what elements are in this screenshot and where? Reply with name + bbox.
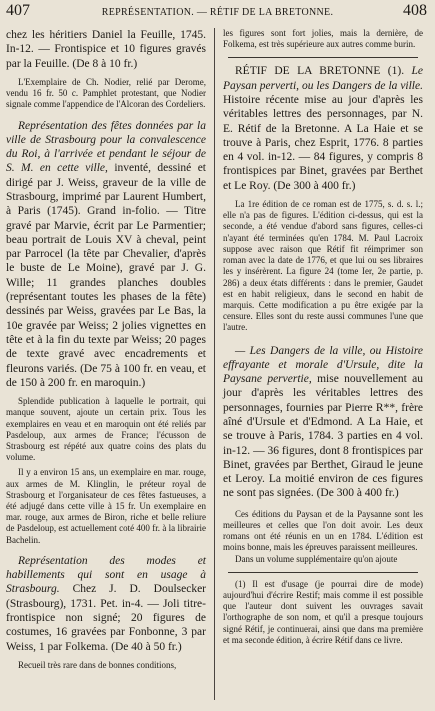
paysanne-body: mise nouvellement au jour d'après les véritables lettres des personnages, fournies par Pierre R**, frère aîné d'Ursule et d'Edmond. A La Haie, et se trouve à Paris, 1784. 3 parties en 4 vol. in-12. — 36 figures, dont 8 frontispices par Binet, gravées par Berthet, Giraud le jeune et Leroy. La moitié environ de ces figures ne sont pas signées. (De 300 à 400 fr.) <box>223 373 424 500</box>
page-header <box>0 0 435 22</box>
fetes-note-2: Il y a environ 15 ans, un exemplaire en mar. rouge, aux armes de M. Klinglin, le préteur royal de Strasbourg et l'organisateur de ces fêtes fastueuses, a été adjugé dans cette ville à 15 fr. Un exemplaire en mar. rouge, aux armes de Biron, riche et belle reliure de Pasdeloup, est actuellement coté 400 fr. à la librairie Bachelin. <box>6 467 206 545</box>
fetes-title: Représentation des fêtes données par la ville de Strasbourg pour la convalescence du Roi, à l'arrivée et pendant le séjour de S. M. en cette ville, <box>6 119 206 175</box>
paysanne-note-2: Dans un volume supplémentaire qu'on ajoute <box>235 553 398 564</box>
fetes-note-1: Splendide publication à laquelle le portrait, qui manque souvent, ajoute un certain prix. Tous les exemplaires en veau et en maroquin ont été reliés par Pasdeloup, aux armes de France; l'écusson de Strasbourg est répété aux quatre coins des plats du volume. <box>6 396 206 463</box>
folkema-note: les figures sont fort jolies, mais la dernière, de Folkema, est très supérieure aux autres comme burin. <box>223 28 423 50</box>
paysan-note: La 1re édition de ce roman est de 1775, s. d. s. l.; elle n'a pas de figures. L'édition ci-dessus, qui est la seconde, a été vendue d'abord sans figures, celles-ci n'ayant été terminées qu'en 1784. M. Paul Lacroix suppose avec raison que Rétif fit réimprimer son roman avec la date de 1776, et que lui ou ses libraires les y insérèrent. La figure 24 (tome Ier, 2e partie, p. 286) a deux états différents : dans le premier, Gaudet est en habit religieux, dans le second en habit de marquis. Cette modification a pu être exigée par la censure. Elles sont du reste aussi communes l'une que l'autre. <box>223 199 423 333</box>
paysan-title: Le Paysan perverti, ou les Dangers de la ville. <box>223 65 423 92</box>
page-number-right: 408 <box>403 2 427 19</box>
running-head: REPRÉSENTATION. — RÉTIF DE LA BRETONNE. <box>101 7 334 18</box>
strasbourg-fetes-entry <box>6 119 206 391</box>
footnote-rule <box>228 572 418 573</box>
footnote: (1) Il est d'usage (je pourrai dire de mode) aujourd'hui d'écrire Restif; mais comme il est possible que l'auteur dont suivent les ouvrages savait l'orthographe de son nom, et qu'il a presque toujours signé Rétif, je continuerai, ainsi que dans ma première et ma seconde édition, à écrire Rétif dans ce livre. <box>223 578 423 645</box>
section-rule <box>228 57 418 58</box>
left-column <box>6 28 206 671</box>
paysanne-title: — Les Dangers de la ville, ou Histoire effrayante et morale d'Ursule, dite la Paysane pervertie, <box>223 344 423 386</box>
retif-heading: RÉTIF DE LA BRETONNE (1). <box>235 65 405 78</box>
modes-body: Chez J. D. Doulsecker (Strasbourg), 1731. Pet. in-4. — Joli titre-frontispice non signé; 20 figures de costumes, 16 gravées par Fonbonne, 3 par Weiss, 1 par Folkema. (De 40 à 50 fr.) <box>6 583 207 653</box>
nodier-note: L'Exemplaire de Ch. Nodier, relié par Derome, vendu 16 fr. 50 c. Pamphlet protestant, que Nodier signale comme l'appendice de l'Alcoran des Cordeliers. <box>6 76 206 110</box>
strasbourg-modes-entry <box>6 554 206 654</box>
paysan-entry <box>223 64 423 193</box>
column-divider <box>214 28 215 700</box>
modes-title: Représentation des modes et habillements qui sont en usage à Strasbourg. <box>6 554 206 596</box>
paysan-body: Histoire récente mise au jour d'après les véritables lettres des personnages, par N. E. Rétif de la Bretonne. A La Haie et se trouve à Paris, chez Esprit, 1776. 8 parties en 4 vol. in-12. — 84 figures, y compris 8 frontispices par Binet, gravées par Berthet et Le Roy. (De 300 à 400 fr.) <box>223 94 423 192</box>
fetes-body: inventé, dessiné et dirigé par J. Weiss, graveur de la ville de Strasbourg, imprimé par Laurent Humbert, à Paris (1745). Grand in-folio. — Titre gravé par Marvie, écrit par Le Parmentier; beau portrait de Louis XV à cheval, peint par Parrocel (la tête par Chevalier, d'après le buste de Le Moine), gravé par J. G. Wille; 11 grandes planches doubles (représentant toutes les phases de la fête) dessinés par Weiss, gravées par Le Bas, la 10e gravée par Weiss; 2 jolies vignettes en tête et à la fin du texte par Weiss; 20 pages de texte gravé avec encadrements et fleurons variés. (De 75 à 100 fr. en veau, et de 150 à 200 fr. en maroquin.) <box>6 162 206 389</box>
page-number-left: 407 <box>6 2 30 19</box>
paysanne-entry <box>223 344 423 501</box>
right-column <box>223 28 423 646</box>
paysanne-note: Ces éditions du Paysan et de la Paysanne sont les meilleures et celles que l'on doit avoir. Les deux romans ont été réunis en un en 1784. L'édition est moins bonne, mais les épreuves paraissent meilleures. <box>223 508 423 553</box>
la-feuille-entry: chez les héritiers Daniel la Feuille, 1745. In-12. — Frontispice et 10 figures gravés par la Feuille. (De 8 à 10 fr.) <box>6 29 206 70</box>
modes-note: Recueil très rare dans de bonnes conditions, <box>18 659 177 670</box>
